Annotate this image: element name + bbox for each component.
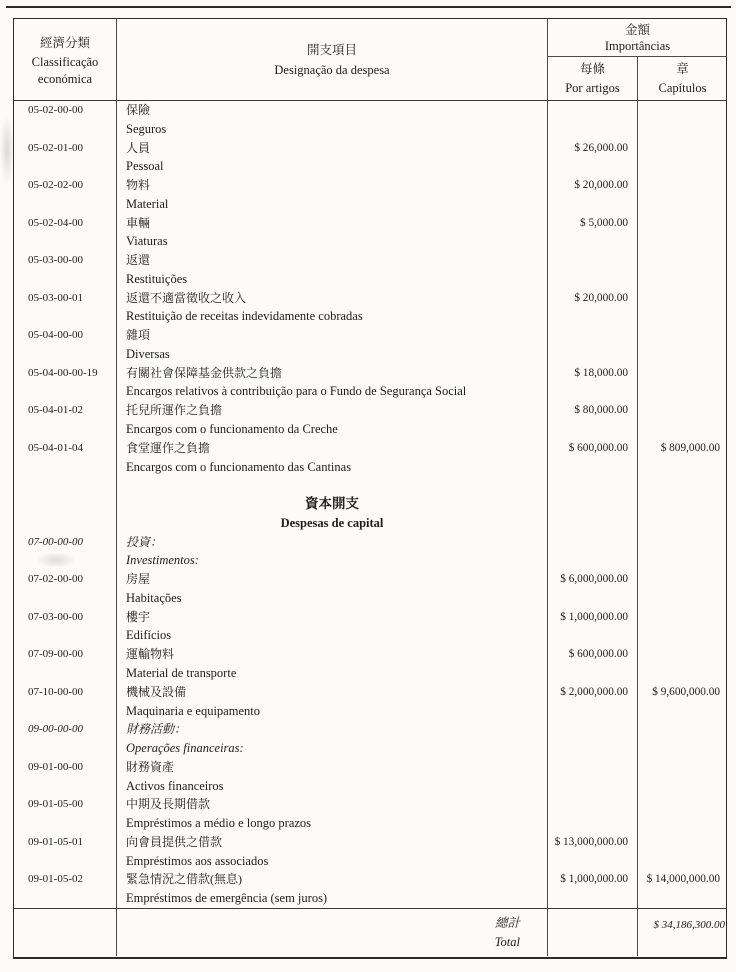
table-row	[14, 795, 726, 814]
header-classification-pt-line1: Classificação	[31, 54, 99, 69]
row-description-zh: 托兒所運作之負擔	[117, 401, 548, 420]
row-amount-capitulos	[638, 364, 727, 383]
row-description-zh: 車輛	[117, 214, 548, 233]
total-label-pt: Total	[494, 934, 520, 949]
row-capitulos-cell	[638, 551, 727, 570]
row-description-zh: 保險	[117, 101, 548, 120]
row-capitulos-cell	[638, 626, 727, 645]
row-code: 05-04-01-02	[14, 401, 117, 420]
row-por-artigos-cell	[548, 702, 638, 721]
row-code-cell	[14, 589, 117, 608]
total-code-cell	[14, 909, 117, 956]
table-row	[14, 214, 726, 233]
table-row	[14, 120, 726, 139]
row-amount-capitulos	[638, 608, 727, 627]
scan-smudge	[0, 115, 14, 185]
table-row	[14, 608, 726, 627]
row-description-pt: Pessoal	[117, 157, 548, 176]
row-capitulos-cell	[638, 852, 727, 871]
table-row	[14, 458, 726, 477]
row-amount-capitulos	[638, 251, 727, 270]
row-description-zh: 人員	[117, 139, 548, 158]
row-amount-capitulos: $ 14,000,000.00	[646, 873, 720, 886]
row-code-cell	[14, 551, 117, 570]
row-amount-por-artigos	[548, 795, 638, 814]
header-capitulos-zh: 章	[676, 61, 689, 76]
header-classification-pt-line2: económica	[37, 71, 93, 86]
row-code: 09-01-05-01	[14, 833, 117, 852]
row-amount-por-artigos: $ 20,000.00	[548, 176, 638, 195]
row-capitulos-cell	[638, 270, 727, 289]
row-amount-por-artigos	[548, 533, 638, 552]
table-row	[14, 664, 726, 683]
section-title-zh: 資本開支	[117, 495, 548, 514]
row-description-pt: Diversas	[117, 345, 548, 364]
row-capitulos-cell	[638, 420, 727, 439]
table-row	[14, 420, 726, 439]
page-top-rule	[6, 6, 731, 8]
row-code-cell	[14, 195, 117, 214]
row-code-cell	[14, 232, 117, 251]
row-description-zh: 返還不適當徵收之收入	[117, 289, 548, 308]
header-amounts	[548, 19, 727, 100]
row-code: 09-00-00-00	[14, 720, 117, 739]
row-por-artigos-cell	[548, 664, 638, 683]
row-description-zh: 中期及長期借款	[117, 795, 548, 814]
row-capitulos-cell	[638, 739, 727, 758]
row-por-artigos-cell	[548, 458, 638, 477]
row-description-pt: Seguros	[117, 120, 548, 139]
row-description-zh: 運輸物料	[117, 645, 548, 664]
row-description-pt: Material	[117, 195, 548, 214]
row-amount-por-artigos: $ 1,000,000.00	[548, 608, 638, 627]
row-amount-capitulos	[638, 214, 727, 233]
table-row	[14, 345, 726, 364]
table-row	[14, 139, 726, 158]
row-amount-por-artigos	[548, 326, 638, 345]
row-code-cell	[14, 889, 117, 908]
row-description-pt: Empréstimos aos associados	[117, 852, 548, 871]
total-amount-cell	[638, 909, 727, 956]
row-por-artigos-cell	[548, 420, 638, 439]
row-description-pt: Empréstimos de emergência (sem juros)	[117, 889, 548, 908]
row-code: 09-01-05-02	[14, 870, 117, 889]
row-description-pt: Encargos com o funcionamento da Creche	[117, 420, 548, 439]
section-header-row	[14, 495, 726, 514]
row-amount-capitulos	[638, 139, 727, 158]
row-description-zh: 食堂運作之負擔	[117, 439, 548, 458]
table-row	[14, 364, 726, 383]
row-code: 07-10-00-00	[14, 683, 117, 702]
row-description-pt: Material de transporte	[117, 664, 548, 683]
row-code: 09-01-05-00	[14, 795, 117, 814]
row-capitulos-cell	[638, 664, 727, 683]
header-amounts-subcolumns	[548, 57, 727, 100]
table-row	[14, 720, 726, 739]
row-capitulos-cell	[638, 157, 727, 176]
row-capitulos-cell	[638, 495, 727, 514]
header-amounts-pt: Importâncias	[604, 38, 671, 53]
row-description-zh: 向會員提供之借款	[117, 833, 548, 852]
row-description-pt: Empréstimos a médio e longo prazos	[117, 814, 548, 833]
table-row	[14, 270, 726, 289]
row-por-artigos-cell	[548, 382, 638, 401]
row-code: 05-04-00-00-19	[14, 364, 117, 383]
row-code: 05-02-02-00	[14, 176, 117, 195]
row-description-pt: Activos financeiros	[117, 777, 548, 796]
row-amount-capitulos	[638, 570, 727, 589]
row-capitulos-cell	[638, 589, 727, 608]
row-description-pt: Encargos com o funcionamento das Cantinas	[117, 458, 548, 477]
table-row	[14, 833, 726, 852]
row-amount-capitulos	[638, 645, 727, 664]
row-code: 05-04-01-04	[14, 439, 117, 458]
row-amount-por-artigos: $ 13,000,000.00	[548, 833, 638, 852]
row-capitulos-cell	[638, 232, 727, 251]
row-description-zh: 機械及設備	[117, 683, 548, 702]
row-amount-por-artigos: $ 2,000,000.00	[548, 683, 638, 702]
row-capitulos-cell	[638, 889, 727, 908]
table-row	[14, 439, 726, 458]
row-code-cell	[14, 345, 117, 364]
row-capitulos-cell	[638, 345, 727, 364]
header-por-artigos-pt: Por artigos	[565, 80, 620, 95]
row-description-zh: 投資：	[117, 533, 548, 552]
row-code-cell	[14, 476, 117, 495]
table-row	[14, 195, 726, 214]
row-code: 05-03-00-00	[14, 251, 117, 270]
row-description-zh: 房屋	[117, 570, 548, 589]
row-por-artigos-cell	[548, 120, 638, 139]
table-row	[14, 289, 726, 308]
table-body	[14, 101, 726, 908]
row-por-artigos-cell	[548, 589, 638, 608]
row-description-pt: Restituição de receitas indevidamente cobradas	[117, 307, 548, 326]
row-por-artigos-cell	[548, 739, 638, 758]
table-row	[14, 551, 726, 570]
header-amounts-title	[548, 19, 727, 57]
row-description-pt: Edifícios	[117, 626, 548, 645]
row-amount-capitulos	[638, 101, 727, 120]
row-capitulos-cell	[638, 476, 727, 495]
row-amount-por-artigos: $ 5,000.00	[548, 214, 638, 233]
header-capitulos	[638, 57, 727, 100]
section-header-row	[14, 514, 726, 533]
table-row	[14, 157, 726, 176]
header-expense-designation	[117, 19, 548, 100]
total-amount: $ 34,186,300.00	[653, 919, 725, 931]
table-header	[14, 19, 726, 101]
row-amount-por-artigos	[548, 101, 638, 120]
row-amount-capitulos	[638, 401, 727, 420]
row-description-zh: 樓宇	[117, 608, 548, 627]
table-row	[14, 870, 726, 889]
row-desc-cell	[117, 476, 548, 495]
row-amount-por-artigos	[548, 758, 638, 777]
row-code-cell	[14, 814, 117, 833]
table-row	[14, 626, 726, 645]
row-code-cell	[14, 157, 117, 176]
header-por-artigos	[548, 57, 638, 100]
table-row	[14, 232, 726, 251]
row-amount-capitulos: $ 809,000.00	[660, 441, 720, 454]
header-classification-zh: 經濟分類	[39, 35, 90, 50]
table-row	[14, 101, 726, 120]
row-amount-capitulos: $ 9,600,000.00	[652, 685, 720, 698]
row-amount-capitulos	[638, 533, 727, 552]
table-row	[14, 326, 726, 345]
row-code-cell	[14, 852, 117, 871]
table-row	[14, 307, 726, 326]
row-amount-por-artigos: $ 26,000.00	[548, 139, 638, 158]
row-amount-por-artigos: $ 20,000.00	[548, 289, 638, 308]
table-row	[14, 852, 726, 871]
row-amount-capitulos	[638, 833, 727, 852]
row-description-pt: Operações financeiras:	[117, 739, 548, 758]
row-code: 05-02-04-00	[14, 214, 117, 233]
row-description-zh: 財務活動：	[117, 720, 548, 739]
row-por-artigos-cell	[548, 814, 638, 833]
row-code-cell	[14, 420, 117, 439]
row-por-artigos-cell	[548, 777, 638, 796]
section-spacer	[14, 476, 726, 495]
row-amount-capitulos	[638, 326, 727, 345]
row-description-zh: 雜項	[117, 326, 548, 345]
row-code: 09-01-00-00	[14, 758, 117, 777]
row-por-artigos-cell	[548, 495, 638, 514]
row-capitulos-cell	[638, 702, 727, 721]
row-code-cell	[14, 458, 117, 477]
header-economic-classification	[14, 19, 117, 100]
header-por-artigos-zh: 每條	[579, 61, 605, 76]
row-description-zh: 緊急情況之借款(無息)	[117, 870, 548, 889]
row-por-artigos-cell	[548, 195, 638, 214]
row-code: 05-03-00-01	[14, 289, 117, 308]
row-description-zh: 財務資產	[117, 758, 548, 777]
row-code-cell	[14, 120, 117, 139]
row-por-artigos-cell	[548, 889, 638, 908]
row-por-artigos-cell	[548, 270, 638, 289]
row-description-zh: 物料	[117, 176, 548, 195]
table-row	[14, 382, 726, 401]
total-label-cell	[117, 909, 548, 956]
row-por-artigos-cell	[548, 157, 638, 176]
row-amount-por-artigos	[548, 251, 638, 270]
row-code-cell	[14, 702, 117, 721]
row-code-cell	[14, 514, 117, 533]
table-row	[14, 570, 726, 589]
row-por-artigos-cell	[548, 514, 638, 533]
row-amount-capitulos	[638, 289, 727, 308]
row-por-artigos-cell	[548, 626, 638, 645]
table-row	[14, 739, 726, 758]
row-amount-por-artigos	[548, 720, 638, 739]
row-code-cell	[14, 626, 117, 645]
row-code-cell	[14, 739, 117, 758]
table-row	[14, 889, 726, 908]
row-por-artigos-cell	[548, 345, 638, 364]
row-description-pt: Encargos relativos à contribuição para o Fundo de Segurança Social	[117, 382, 548, 401]
row-capitulos-cell	[638, 458, 727, 477]
table-row	[14, 777, 726, 796]
row-description-pt: Habitações	[117, 589, 548, 608]
row-amount-capitulos	[638, 720, 727, 739]
row-capitulos-cell	[638, 195, 727, 214]
row-amount-por-artigos: $ 1,000,000.00	[548, 870, 638, 889]
row-code: 05-02-01-00	[14, 139, 117, 158]
row-code: 07-09-00-00	[14, 645, 117, 664]
row-description-pt: Restituições	[117, 270, 548, 289]
header-amounts-zh: 金額	[624, 22, 650, 37]
row-code-cell	[14, 664, 117, 683]
row-amount-por-artigos: $ 80,000.00	[548, 401, 638, 420]
header-designation-zh: 開支項目	[306, 42, 357, 57]
row-capitulos-cell	[638, 514, 727, 533]
row-code-cell	[14, 777, 117, 796]
row-code: 07-02-00-00	[14, 570, 117, 589]
row-capitulos-cell	[638, 382, 727, 401]
row-capitulos-cell	[638, 777, 727, 796]
row-description-zh: 返還	[117, 251, 548, 270]
table-row	[14, 758, 726, 777]
table-row	[14, 683, 726, 702]
table-row	[14, 589, 726, 608]
row-code-cell	[14, 307, 117, 326]
row-code: 07-00-00-00	[14, 533, 117, 552]
row-code: 05-04-00-00	[14, 326, 117, 345]
row-por-artigos-cell	[548, 476, 638, 495]
budget-table	[13, 18, 727, 959]
row-capitulos-cell	[638, 814, 727, 833]
row-amount-capitulos	[638, 795, 727, 814]
row-description-pt: Investimentos:	[117, 551, 548, 570]
row-description-pt: Maquinaria e equipamento	[117, 702, 548, 721]
table-row	[14, 401, 726, 420]
table-row	[14, 251, 726, 270]
row-description-pt: Viaturas	[117, 232, 548, 251]
row-description-zh: 有關社會保障基金供款之負擔	[117, 364, 548, 383]
table-row	[14, 176, 726, 195]
row-amount-capitulos	[638, 758, 727, 777]
total-por-artigos-cell	[548, 909, 638, 956]
table-total-row	[14, 908, 726, 956]
row-amount-por-artigos: $ 600,000.00	[548, 439, 638, 458]
table-row	[14, 645, 726, 664]
row-por-artigos-cell	[548, 551, 638, 570]
row-amount-capitulos	[638, 176, 727, 195]
table-row	[14, 533, 726, 552]
section-title-pt: Despesas de capital	[117, 514, 548, 533]
row-por-artigos-cell	[548, 232, 638, 251]
total-label-zh: 總計	[494, 916, 520, 930]
table-row	[14, 702, 726, 721]
row-amount-por-artigos: $ 18,000.00	[548, 364, 638, 383]
row-amount-por-artigos: $ 6,000,000.00	[548, 570, 638, 589]
row-por-artigos-cell	[548, 852, 638, 871]
row-capitulos-cell	[638, 307, 727, 326]
row-code-cell	[14, 270, 117, 289]
row-amount-por-artigos: $ 600,000.00	[548, 645, 638, 664]
header-capitulos-pt: Capítulos	[658, 80, 707, 95]
table-row	[14, 814, 726, 833]
row-code: 05-02-00-00	[14, 101, 117, 120]
header-designation-pt: Designação da despesa	[274, 62, 390, 77]
row-code-cell	[14, 495, 117, 514]
row-code-cell	[14, 382, 117, 401]
row-capitulos-cell	[638, 120, 727, 139]
row-por-artigos-cell	[548, 307, 638, 326]
row-code: 07-03-00-00	[14, 608, 117, 627]
